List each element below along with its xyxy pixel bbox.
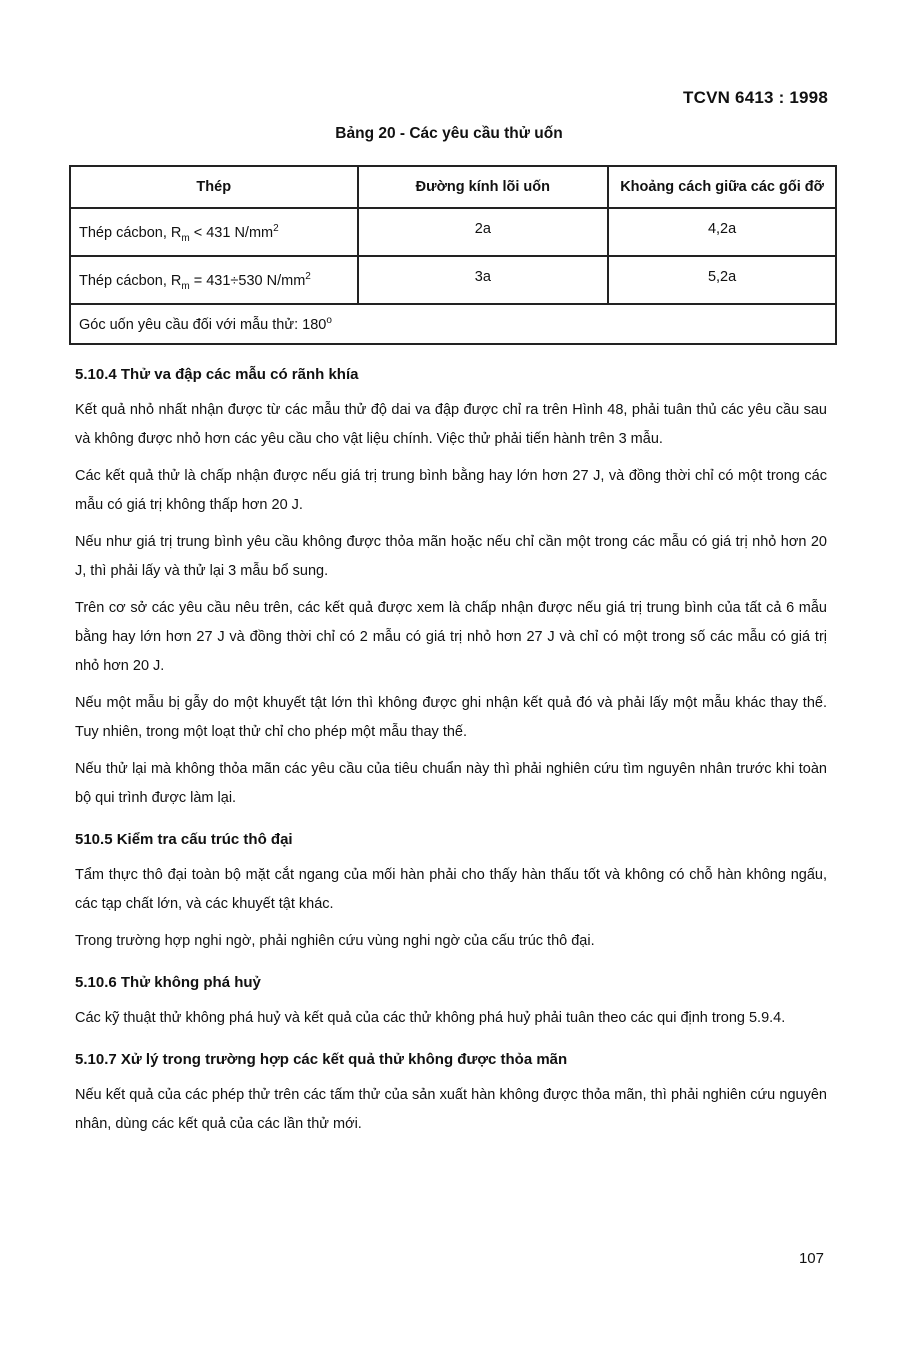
label-suffix: < 431 N/mm (189, 225, 274, 241)
label-superscript: 2 (273, 223, 279, 235)
paragraph: Trong trường hợp nghi ngờ, phải nghiên cứu vùng nghi ngờ của cấu trúc thô đại. (75, 933, 595, 949)
label-prefix: Thép cácbon, R (79, 273, 182, 289)
section-heading: 510.5 Kiểm tra cấu trúc thô đại (75, 831, 293, 848)
row-steel-label (70, 256, 358, 304)
table-row (70, 208, 836, 256)
row-mandrel-diameter: 2a (358, 208, 609, 256)
label-prefix: Thép cácbon, R (79, 225, 182, 241)
note-text: Góc uốn yêu cầu đối với mẫu thử: 180 (79, 317, 327, 333)
label-subscript: m (181, 280, 190, 292)
paragraph: Nếu thử lại mà không thỏa mãn các yêu cầu của tiêu chuẩn này thì phải nghiên cứu tìm nguyên nhân trước khi toàn bộ qui trình được làm lại. (75, 761, 827, 806)
paragraph: Nếu kết quả của các phép thử trên các tấm thử của sản xuất hàn không được thỏa mãn, thì phải nghiên cứu nguyên nhân, dùng các kết quả của các lần thử mới. (75, 1087, 827, 1132)
section-5-10-4 (75, 362, 827, 813)
degree-superscript: o (326, 315, 332, 327)
section-5-10-6 (75, 970, 827, 1033)
section-heading: 5.10.4 Thử va đập các mẫu có rãnh khía (75, 366, 359, 383)
paragraph: Nếu như giá trị trung bình yêu cầu không được thỏa mãn hoặc nếu chỉ cần một trong các mẫu có giá trị nhỏ hơn 20 J, thì phải lấy và thử lại 3 mẫu bổ sung. (75, 534, 827, 579)
row-support-distance: 4,2a (608, 208, 836, 256)
table-header-row (70, 166, 836, 208)
document-body (75, 362, 827, 1147)
table-row (70, 256, 836, 304)
header-mandrel-diameter: Đường kính lõi uốn (358, 166, 609, 208)
label-superscript: 2 (305, 271, 311, 283)
row-mandrel-diameter: 3a (358, 256, 609, 304)
page-number: 107 (798, 1250, 824, 1267)
row-support-distance: 5,2a (608, 256, 836, 304)
paragraph: Kết quả nhỏ nhất nhận được từ các mẫu thử độ dai va đập được chỉ ra trên Hình 48, phải tuân thủ các yêu cầu sau và không được nhỏ hơn các yêu cầu cho vật liệu chính. Việc thử phải tiến hành trên 3 mẫu. (75, 402, 827, 447)
bend-test-requirements-table (69, 165, 837, 345)
bend-angle-note (70, 304, 836, 344)
row-steel-label (70, 208, 358, 256)
header-support-distance: Khoảng cách giữa các gối đỡ (608, 166, 836, 208)
table-note-row (70, 304, 836, 344)
paragraph: Trên cơ sở các yêu cầu nêu trên, các kết quả được xem là chấp nhận được nếu giá trị trung bình của tất cả 6 mẫu bằng hay lớn hơn 27 J và đồng thời chỉ có 2 mẫu có giá trị nhỏ hơn 27 J và chỉ có một trong số các mẫu có giá trị nhỏ hơn 20 J. (75, 600, 827, 674)
label-suffix: = 431÷530 N/mm (189, 273, 306, 289)
table-caption: Bảng 20 - Các yêu cầu thử uốn (335, 125, 563, 142)
paragraph: Nếu một mẫu bị gẫy do một khuyết tật lớn thì không được ghi nhận kết quả đó và phải lấy một mẫu khác thay thế. Tuy nhiên, trong một loạt thử chỉ cho phép một mẫu thay thế. (75, 695, 827, 740)
document-code: TCVN 6413 : 1998 (683, 88, 828, 107)
paragraph: Các kỹ thuật thử không phá huỷ và kết quả của các thử không phá huỷ phải tuân theo các qui định trong 5.9.4. (75, 1010, 786, 1026)
label-subscript: m (181, 232, 190, 244)
paragraph: Tẩm thực thô đại toàn bộ mặt cắt ngang của mối hàn phải cho thấy hàn thấu tốt và không có chỗ hàn không ngấu, các tạp chất lớn, và các khuyết tật khác. (75, 867, 827, 912)
section-heading: 5.10.7 Xử lý trong trường hợp các kết quả thử không được thỏa mãn (75, 1051, 568, 1068)
header-steel: Thép (70, 166, 358, 208)
section-5-10-5 (75, 827, 827, 956)
section-heading: 5.10.6 Thử không phá huỷ (75, 974, 261, 991)
section-5-10-7 (75, 1047, 827, 1139)
paragraph: Các kết quả thử là chấp nhận được nếu giá trị trung bình bằng hay lớn hơn 27 J, và đồng thời chỉ có một trong các mẫu có giá trị không thấp hơn 20 J. (75, 468, 827, 513)
